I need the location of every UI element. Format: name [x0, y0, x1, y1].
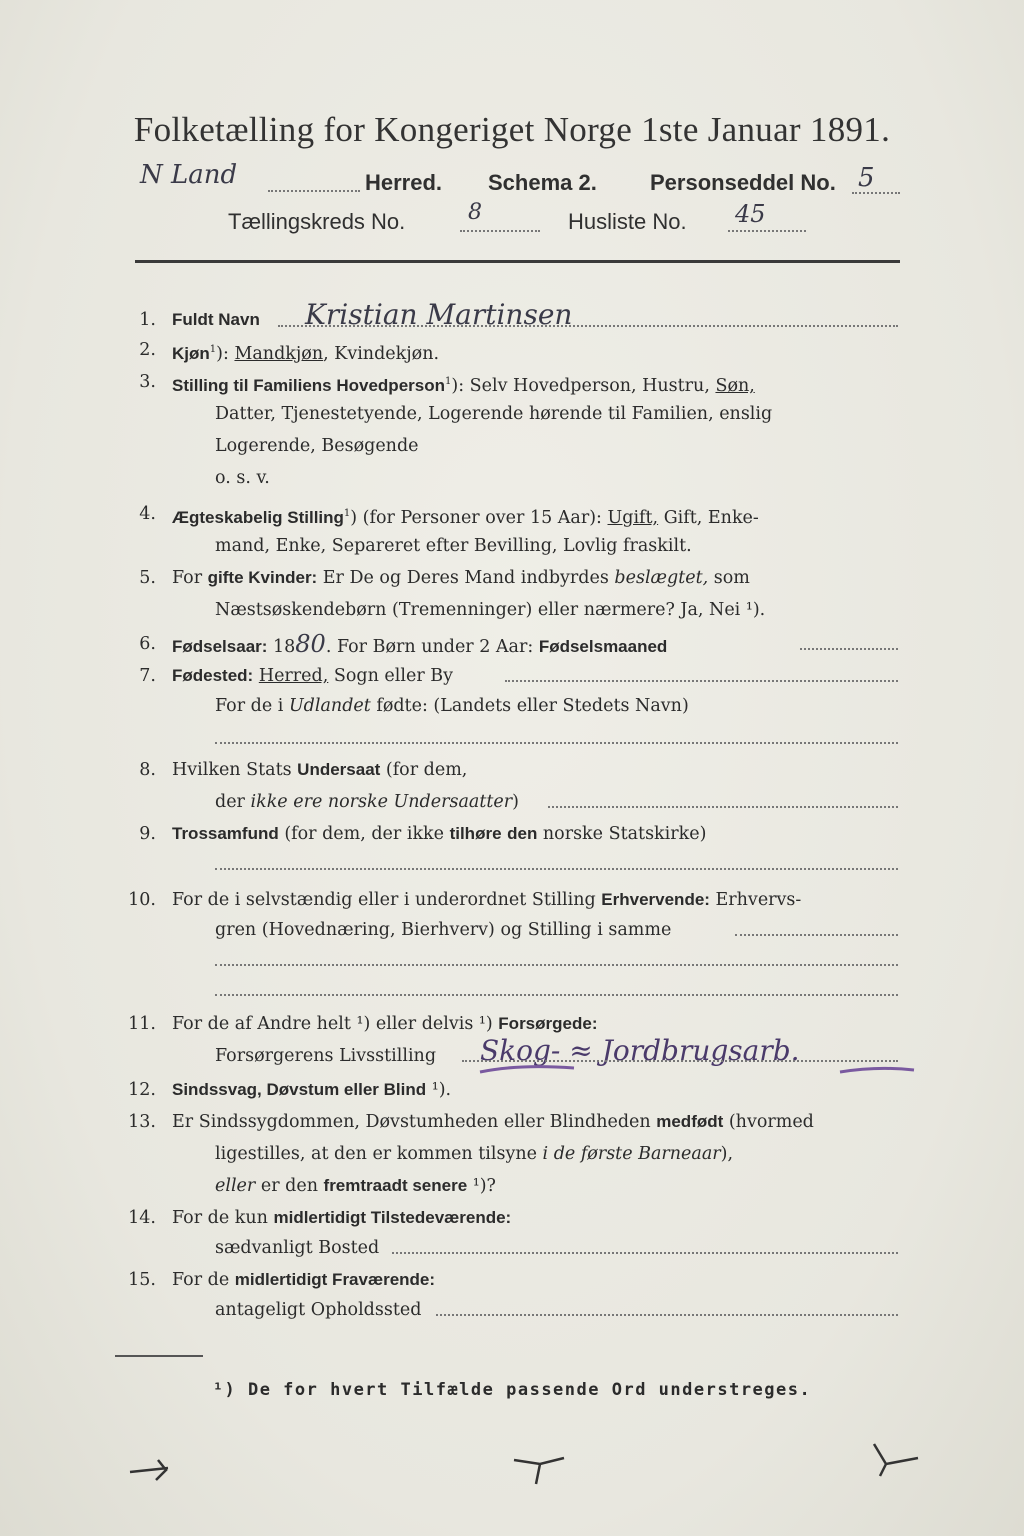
item-6-label: Fødselsaar:	[172, 637, 268, 656]
item-11-line1a: For de af Andre helt ¹) eller delvis ¹)	[172, 1014, 499, 1034]
year-prefix: 18	[267, 637, 296, 657]
item-13-line3a: eller	[215, 1176, 256, 1196]
occupation-dotline-3	[215, 994, 898, 996]
item-number: 4.	[139, 504, 156, 524]
abroad-dotline	[215, 742, 898, 744]
occupation-dotline-2	[215, 964, 898, 966]
item-1-label: Fuldt Navn	[172, 310, 260, 329]
item-2-label: Kjøn	[172, 343, 210, 363]
birth-month-dotline	[800, 648, 898, 650]
item-8-line1a: Hvilken Stats	[172, 760, 298, 780]
nationality-dotline	[548, 806, 898, 808]
item-7-line2a: For de i	[215, 696, 289, 716]
item-15-pre: For de	[172, 1270, 235, 1290]
footnote-ref: 1	[445, 376, 452, 387]
kreds-dotline	[460, 230, 540, 232]
provider-underline-1	[478, 1062, 578, 1076]
item-5-line2: Næstsøskendebørn (Tremenninger) eller nærmere? Ja, Nei ¹).	[215, 600, 766, 620]
item-14-line2: sædvanligt Bosted	[215, 1238, 380, 1258]
item-6-rest: . For Børn under 2 Aar:	[325, 637, 539, 657]
residence-dotline	[392, 1252, 898, 1254]
item-10-label: Erhvervende:	[601, 890, 710, 909]
item-9-line1b: norske Statskirke)	[537, 824, 707, 844]
item-13-line1a: Er Sindssygdommen, Døvstumheden eller Blindheden	[172, 1112, 657, 1132]
item-number: 2.	[139, 340, 156, 360]
item-3-line2: Datter, Tjenestetyende, Logerende hørende til Familien, enslig	[215, 404, 773, 424]
item-13-line2b: ),	[720, 1144, 734, 1164]
kreds-value: 8	[468, 200, 482, 225]
herred-value: N Land	[140, 160, 238, 190]
item-8-line2b: )	[512, 792, 519, 812]
registration-mark-right	[866, 1440, 926, 1480]
item-8-label: Undersaat	[297, 760, 381, 779]
item-number: 3.	[139, 372, 156, 392]
item-number: 12.	[128, 1080, 156, 1100]
item-9-tilhore: tilhøre	[449, 824, 502, 843]
item-15-line2: antageligt Opholdssted	[215, 1300, 422, 1320]
option-kvindekjon: , Kvindekjøn.	[323, 343, 440, 364]
item-10-line1b: Erhvervs-	[709, 890, 802, 910]
option-mandkjon: Mandkjøn	[234, 343, 324, 364]
full-name-value: Kristian Martinsen	[305, 298, 573, 331]
item-14-pre: For de kun	[172, 1208, 274, 1228]
item-5-pre: For	[172, 568, 208, 588]
personseddel-dotline	[852, 192, 900, 194]
herred-dotline	[268, 190, 360, 192]
schema-label: Schema 2.	[488, 170, 597, 195]
provider-underline-2	[838, 1064, 918, 1078]
footnote-ref: 1	[209, 344, 217, 355]
item-11-label: Forsørgede:	[498, 1014, 598, 1033]
item-7-rest: Sogn eller By	[328, 666, 454, 686]
husliste-dotline	[728, 230, 806, 232]
item-6-label2: Fødselsmaaned	[538, 637, 668, 656]
item-7-label: Fødested:	[172, 666, 254, 685]
item-15-label: midlertidigt Fraværende:	[234, 1270, 436, 1289]
item-4-line1a: ) (for Personer over 15 Aar):	[350, 507, 608, 528]
item-number: 10.	[128, 890, 156, 910]
item-number: 1.	[139, 310, 156, 330]
herred-label: Herred.	[365, 170, 443, 195]
birth-year-value: 80	[295, 630, 326, 658]
item-13-line2a: ligestilles, at den er kommen tilsyne	[215, 1144, 543, 1164]
item-12-rest: ¹).	[426, 1080, 452, 1100]
item-3-line1: ): Selv Hovedperson, Hustru,	[451, 375, 716, 396]
item-7-udlandet: Udlandet	[288, 696, 371, 716]
footnote-separator	[115, 1355, 203, 1357]
item-8-line2it: ikke ere norske Undersaatter	[250, 792, 513, 812]
item-number: 7.	[139, 666, 156, 686]
husliste-value: 45	[735, 200, 766, 228]
item-3-line3: Logerende, Besøgende	[215, 436, 419, 456]
item-13-line2it: i de første Barneaar	[542, 1144, 721, 1164]
item-5-line1b: som	[708, 568, 750, 588]
personseddel-value: 5	[858, 163, 875, 193]
item-2-rest: ):	[216, 343, 235, 364]
item-number: 14.	[128, 1208, 156, 1228]
item-3-label: Stilling til Familiens Hovedperson	[172, 375, 445, 395]
option-herred: Herred,	[258, 666, 329, 686]
item-13-line1b: (hvormed	[723, 1112, 814, 1132]
item-9-line1a: (for dem, der ikke	[278, 824, 450, 844]
item-13-fremtraadt: fremtraadt senere	[323, 1176, 468, 1195]
item-number: 11.	[128, 1014, 156, 1034]
item-11-line2: Forsørgerens Livsstilling	[215, 1046, 437, 1066]
item-9-label: Trossamfund	[172, 824, 279, 843]
item-13-line3b: er den	[255, 1176, 324, 1196]
item-number: 6.	[139, 634, 156, 654]
birthplace-dotline	[505, 680, 898, 682]
form-title: Folketælling for Kongeriget Norge 1ste Januar 1891.	[133, 110, 891, 149]
religion-dotline	[215, 868, 898, 870]
item-10-line1a: For de i selvstændig eller i underordnet Stilling	[172, 890, 602, 910]
option-ugift: Ugift,	[607, 507, 659, 528]
item-4-line1b: Gift, Enke-	[658, 507, 759, 528]
footnote: ¹) De for hvert Tilfælde passende Ord understreges.	[212, 1380, 812, 1400]
item-8-line2a: der	[215, 792, 251, 812]
name-dotline	[278, 325, 898, 327]
provider-occupation-value: Skog- ≈ Jordbrugsarb.	[480, 1034, 800, 1067]
item-7-line2b: fødte: (Landets eller Stedets Navn)	[370, 696, 689, 716]
footnote-ref: 1	[343, 508, 351, 519]
registration-mark-center	[510, 1450, 570, 1490]
kreds-label: Tællingskreds No.	[228, 209, 406, 234]
item-5-beslaegtet: beslægtet,	[614, 568, 709, 588]
item-number: 9.	[139, 824, 156, 844]
occupation-dotline-1	[735, 934, 898, 936]
husliste-label: Husliste No.	[568, 209, 687, 234]
item-number: 5.	[139, 568, 156, 588]
item-4-label: Ægteskabelig Stilling	[172, 507, 344, 527]
item-14-label: midlertidigt Tilstedeværende:	[273, 1208, 512, 1227]
item-5-label: gifte Kvinder:	[207, 568, 318, 587]
option-son: Søn,	[715, 375, 755, 396]
header-rule	[135, 260, 900, 263]
item-number: 15.	[128, 1270, 156, 1290]
personseddel-label: Personseddel No.	[650, 170, 836, 195]
item-5-line1a: Er De og Deres Mand indbyrdes	[317, 568, 615, 588]
item-13-medfodt: medfødt	[656, 1112, 724, 1131]
item-9-den: den	[507, 824, 538, 843]
whereabouts-dotline	[436, 1314, 898, 1316]
item-4-line2: mand, Enke, Separeret efter Bevilling, Lovlig fraskilt.	[215, 536, 692, 556]
registration-mark-left	[128, 1450, 188, 1490]
item-10-line2: gren (Hovednæring, Bierhverv) og Stilling i samme	[215, 920, 672, 940]
item-number: 13.	[128, 1112, 156, 1132]
item-3-line4: o. s. v.	[215, 468, 270, 488]
item-8-line1b: (for dem,	[380, 760, 468, 780]
item-13-line3c: ¹)?	[467, 1176, 496, 1196]
item-12-label: Sindssvag, Døvstum eller Blind	[172, 1080, 427, 1099]
item-number: 8.	[139, 760, 156, 780]
